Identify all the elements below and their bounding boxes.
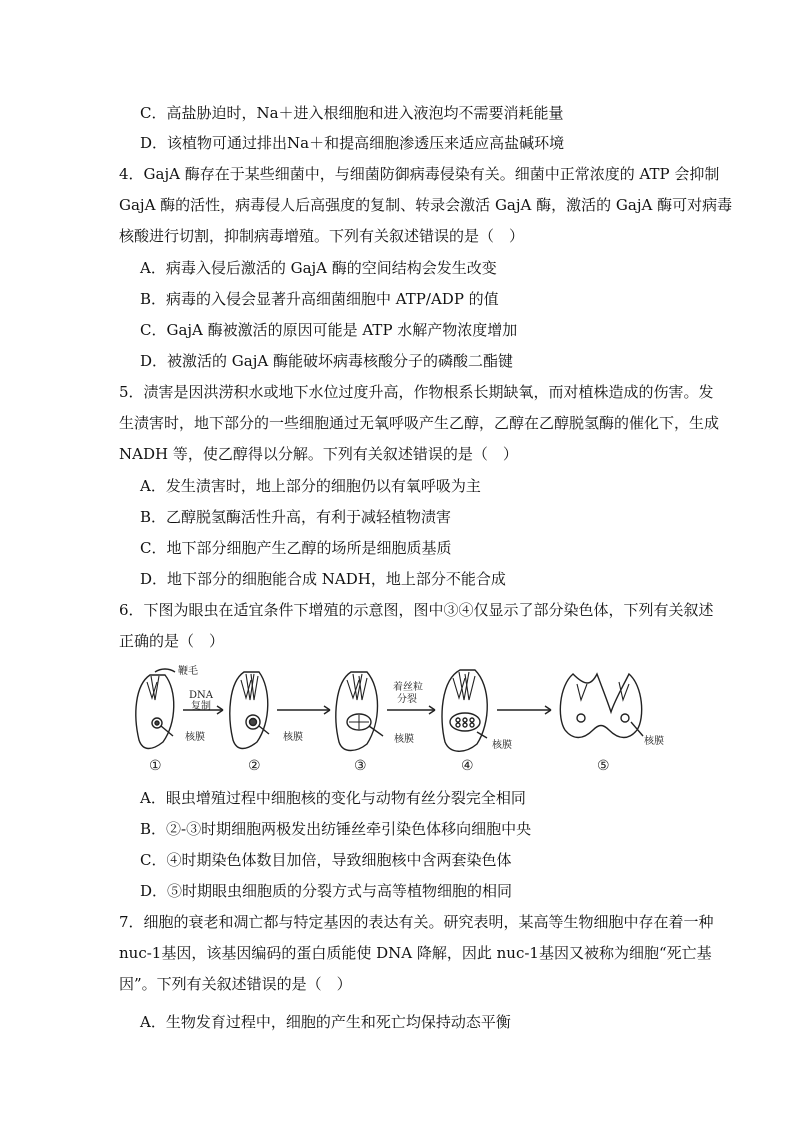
- question-4-stem-line-3: 核酸进行切割，抑制病毒增殖。下列有关叙述错误的是（ ）: [119, 227, 525, 245]
- question-5-stem-line-1: 5．渍害是因洪涝积水或地下水位过度升高，作物根系长期缺氧，而对植株造成的伤害。发: [119, 383, 714, 401]
- label-centromere: 着丝粒: [393, 682, 423, 693]
- label-nuclear-membrane-1: 核膜: [185, 732, 205, 743]
- label-split: 分裂: [397, 694, 417, 705]
- stage-label-3: ③: [354, 758, 367, 774]
- question-5-stem-line-2: 生渍害时，地下部分的一些细胞通过无氧呼吸产生乙醇，乙醇在乙醇脱氢酶的催化下，生成: [119, 414, 720, 432]
- option-5a: A．发生渍害时，地上部分的细胞仍以有氧呼吸为主: [140, 477, 481, 495]
- question-6-stem-line-2: 正确的是（ ）: [119, 632, 225, 650]
- option-4a: A．病毒入侵后激活的 GajA 酶的空间结构会发生改变: [140, 259, 497, 277]
- question-6-stem-line-1: 6．下图为眼虫在适宜条件下增殖的示意图，图中③④仅显示了部分染色体，下列有关叙述: [119, 601, 714, 619]
- label-dna: DNA: [189, 690, 213, 701]
- option-6c: C．④时期染色体数目加倍，导致细胞核中含两套染色体: [140, 851, 512, 869]
- stage-label-1: ①: [149, 758, 162, 774]
- stage-label-4: ④: [461, 758, 474, 774]
- question-4-stem-line-1: 4．GajA 酶存在于某些细菌中，与细菌防御病毒侵染有关。细菌中正常浓度的 ATP 会抑制: [119, 165, 720, 183]
- label-nuclear-membrane-5: 核膜: [644, 736, 664, 747]
- option-4c: C．GajA 酶被激活的原因可能是 ATP 水解产物浓度增加: [140, 321, 518, 339]
- option-4b: B．病毒的入侵会显著升高细菌细胞中 ATP/ADP 的值: [140, 290, 499, 308]
- label-nuclear-membrane-2: 核膜: [283, 732, 303, 743]
- stage-label-5: ⑤: [597, 758, 610, 774]
- option-5d: D．地下部分的细胞能合成 NADH，地上部分不能合成: [140, 570, 506, 588]
- option-7a: A．生物发育过程中，细胞的产生和死亡均保持动态平衡: [140, 1013, 511, 1031]
- question-7-stem-line-3: 因”。下列有关叙述错误的是（ ）: [119, 975, 352, 993]
- option-6a: A．眼虫增殖过程中细胞核的变化与动物有丝分裂完全相同: [140, 789, 526, 807]
- option-5c: C．地下部分细胞产生乙醇的场所是细胞质基质: [140, 539, 452, 557]
- question-4-stem-line-2: GajA 酶的活性，病毒侵人后高强度的复制、转录会激活 GajA 酶，激活的 GajA 酶可对病毒: [119, 196, 733, 214]
- question-5-stem-line-3: NADH 等，使乙醇得以分解。下列有关叙述错误的是（ ）: [119, 445, 518, 463]
- question-7-stem-line-1: 7．细胞的衰老和凋亡都与特定基因的表达有关。研究表明，某高等生物细胞中存在着一种: [119, 913, 714, 931]
- label-nuclear-membrane-4: 核膜: [492, 740, 512, 751]
- option-3d: D．该植物可通过排出Na＋和提高细胞渗透压来适应高盐碱环境: [140, 134, 565, 152]
- label-replication: 复制: [191, 701, 211, 712]
- label-nuclear-membrane-3: 核膜: [394, 734, 414, 745]
- label-flagellum: 鞭毛: [178, 666, 198, 677]
- option-6b: B．②-③时期细胞两极发出纺锤丝牵引染色体移向细胞中央: [140, 820, 532, 838]
- stage-label-2: ②: [248, 758, 261, 774]
- option-4d: D．被激活的 GajA 酶能破坏病毒核酸分子的磷酸二酯键: [140, 352, 513, 370]
- question-7-stem-line-2: nuc-1基因，该基因编码的蛋白质能使 DNA 降解，因此 nuc-1基因又被称为细胞“死亡基: [119, 944, 712, 962]
- option-6d: D．⑤时期眼虫细胞质的分裂方式与高等植物细胞的相同: [140, 882, 513, 900]
- option-3c: C．高盐胁迫时，Na＋进入根细胞和进入液泡均不需要消耗能量: [140, 104, 564, 122]
- option-5b: B．乙醇脱氢酶活性升高，有利于减轻植物渍害: [140, 508, 452, 526]
- euglena-division-figure: [125, 660, 670, 775]
